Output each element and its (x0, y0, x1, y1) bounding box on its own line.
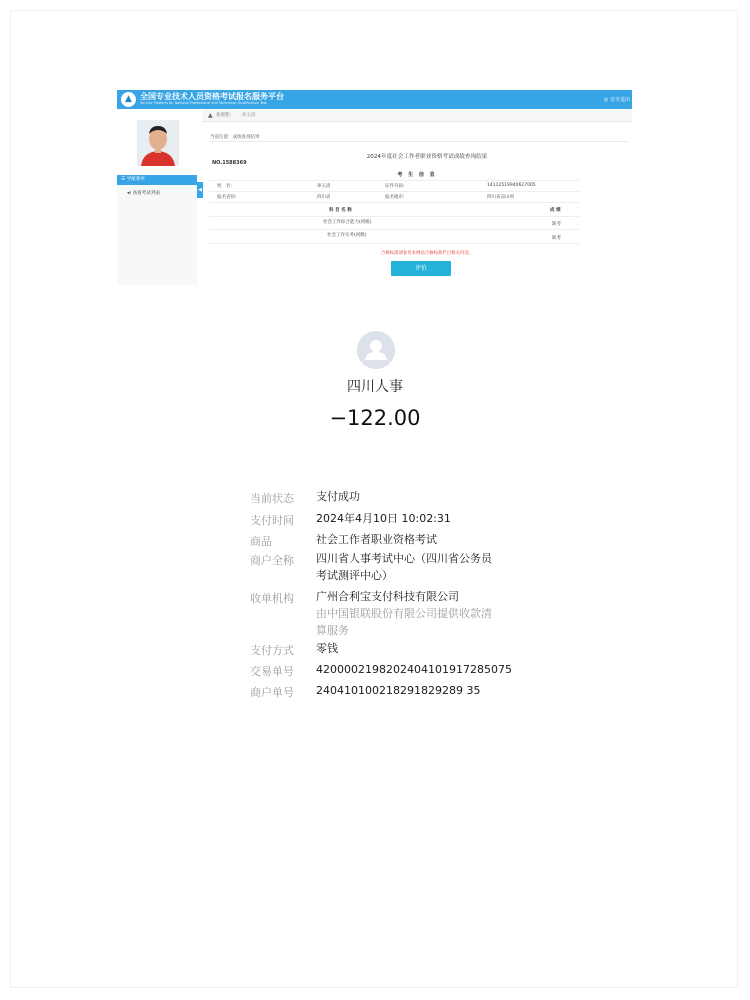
subject-name: 社会工作实务(初级) (327, 233, 367, 238)
status-label: 当前状态 (250, 492, 294, 505)
subject-header: 科 目 名 称 (329, 208, 352, 213)
platform-logo-icon: ▲ (121, 92, 136, 107)
divider (209, 141, 629, 142)
subject-score: 缺考 (552, 236, 561, 241)
current-location: 当前位置：成绩查询结果 (210, 135, 260, 140)
sidebar-toggle-button[interactable]: ◀ (197, 182, 203, 198)
merchant-order-label: 商户单号 (250, 686, 294, 699)
sidebar (117, 175, 197, 285)
sidebar-head (117, 175, 197, 185)
name-label: 姓 名: (217, 184, 233, 189)
subject-name: 社会工作综合能力(初级) (323, 220, 372, 225)
candidate-photo (137, 120, 179, 166)
platform-header (117, 90, 632, 109)
result-title: 2024年度社会工作者职业资格考试成绩查询结果 (366, 154, 488, 160)
id-value: 14112519940627005 (487, 183, 536, 188)
transaction-no-value: 4200002198202404101917285075 (316, 663, 512, 676)
transaction-no-label: 交易单号 (250, 665, 294, 678)
record-number: NO.1588369 (212, 160, 247, 166)
payment-amount: −122.00 (329, 406, 421, 430)
divider (209, 202, 579, 203)
pay-time-label: 支付时间 (250, 514, 294, 527)
name-value: 孙玉清 (317, 184, 331, 189)
merchant-fullname-value: 四川省人事考试中心（四川省公务员考试测评中心） (316, 552, 492, 582)
evaluate-button[interactable]: 评价 (391, 261, 451, 276)
id-label: 证件号码: (385, 184, 405, 189)
acquirer-value: 广州合利宝支付科技有限公司 (316, 590, 459, 603)
divider (209, 243, 579, 244)
divider (209, 191, 579, 192)
acquirer-note: 由中国银联股份有限公司提供收款清算服务 (316, 607, 492, 637)
merchant-order-value: 240410100218291829289 35 (316, 684, 481, 697)
pay-time-value: 2024年4月10日 10:02:31 (316, 512, 451, 525)
sidebar-item-label: 查看考试列表 (132, 191, 161, 196)
breadcrumb (202, 110, 632, 122)
merchant-fullname-label: 商户全称 (250, 554, 294, 567)
sidebar-item-exam-list[interactable] (117, 189, 197, 199)
merchant-avatar (357, 331, 395, 369)
user-icon (357, 331, 395, 369)
pay-method-value: 零钱 (316, 642, 338, 655)
product-label: 商品 (250, 535, 272, 548)
menu-icon: ☰ (121, 177, 127, 182)
pay-method-label: 支付方式 (250, 644, 294, 657)
breadcrumb-user: 孙玉清 (242, 113, 256, 118)
province-label: 报名省份: (217, 195, 237, 200)
product-value: 社会工作者职业资格考试 (316, 533, 437, 546)
divider (209, 216, 579, 217)
score-header: 成 绩 (550, 208, 561, 213)
breadcrumb-welcome: 欢迎您: (216, 113, 232, 118)
speaker-icon: ◂) (127, 191, 133, 196)
exam-result-screenshot (117, 90, 632, 285)
home-icon[interactable]: ▲ (208, 112, 213, 119)
province-value: 四川省 (317, 195, 331, 200)
merchant-name: 四川人事 (347, 379, 403, 395)
status-value: 支付成功 (316, 490, 360, 503)
platform-title: 全国专业技术人员资格考试报名服务平台 (140, 92, 284, 101)
platform-subtitle: Service Platform for National Professional and Technician Qualification Test (140, 101, 267, 105)
city-value: 四川省凉山州 (487, 195, 514, 200)
pass-standard-notice: 合格标准请参见本网站合格标准栏目相关内容。 (380, 251, 474, 256)
divider (209, 180, 579, 181)
divider (209, 229, 579, 230)
subject-score: 缺考 (552, 222, 561, 227)
city-label: 报名地市: (385, 195, 405, 200)
logout-link[interactable]: ◎ 安全退出 (604, 97, 630, 103)
acquirer-label: 收单机构 (250, 592, 294, 605)
candidate-info-title: 考 生 信 息 (397, 172, 437, 178)
sidebar-head-label: 导航菜单 (126, 177, 145, 182)
